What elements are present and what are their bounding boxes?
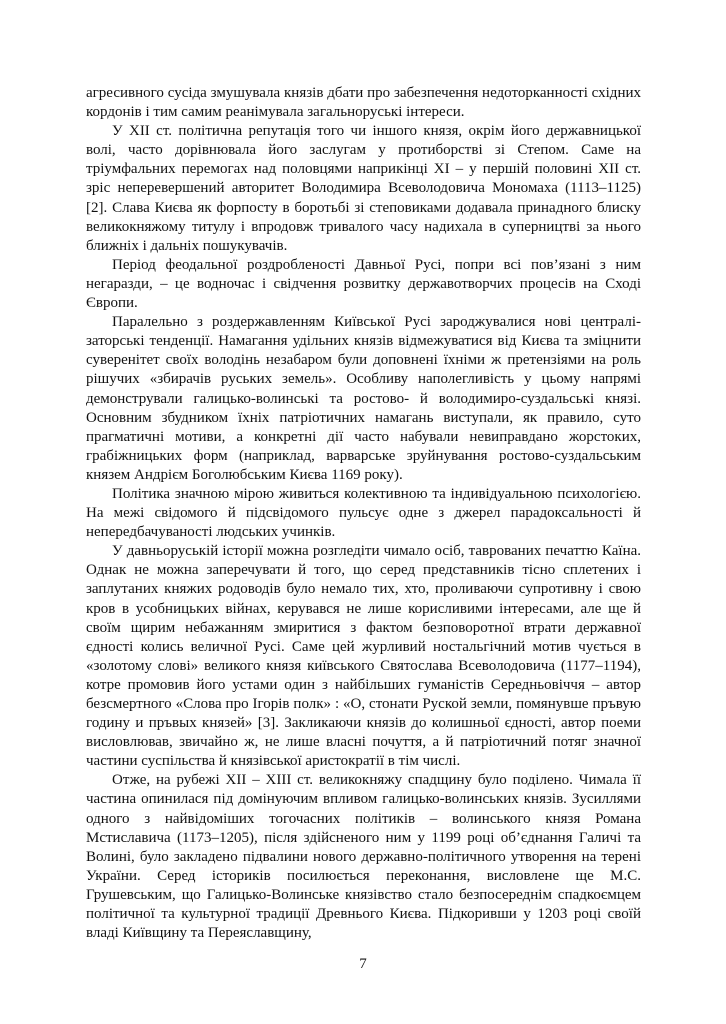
paragraph: Політика значною мірою живиться колективною та індивідуальною психологією. На межі свідомого й підсвідомого пульсує одне з джерел парадоксальності й непередбачуваності людських учинків. (86, 485, 641, 541)
paragraph: У давньоруській історії можна розгледіти чимало осіб, таврованих печаттю Каїна. Однак не можна заперечувати й того, що серед представників тісно сплетених і заплутаних княжих родоводів було немало тих, хто, проливаючи супротивну і свою кров в усобницьких війнах, керувався не лише корисливими інтересами, але ще й своїм щирим небажанням змиритися з фактом безповоротної втрати державної єдності колись величної Русі. Саме цей журливий ностальгічний мотив чується в «золотому слові» великого князя київського Святослава Всеволодовича (1177–1194), котре промовив його устами один з найбільших гуманістів Середньовіччя – автор безсмертного «Слова про Ігорів полк» : «О, стонати Руской земли, помянувше пръвую годину и пръвых князей» [3]. Закликаючи князів до колишньої єдності, автор поеми висловлював, звичайно ж, не лише власні почуття, а й патріотичний потяг значної частини суспільства й князівської аристократії в тім числі. (86, 543, 641, 770)
paragraph: Отже, на рубежі XII – XIII ст. великокняжу спадщину було поділено. Чимала її частина опинилася під домінуючим впливом галицько-волинських князів. Зусиллями одного з найвідоміших тогочасних політиків – волинського князя Романа Мстиславича (1173–1205), після здійсненого ним у 1199 році об’єднання Галичі та Волині, було закладено підвалини нового державно-політичного утворення на терені України. Серед істориків посилюється переконання, висловлене ще М.С. Грушевським, що Галицько-Волинське князівство стало безпосереднім спадкоємцем політичної та культурної традиції Древнього Києва. Підкоривши у 1203 році своїй владі Київщину та Переяславщину, (86, 772, 641, 942)
paragraph: У XII ст. політична репутація того чи іншого князя, окрім його державницької волі, часто дорівнювала його заслугам у протиборстві зі Степом. Саме на тріумфальних перемогах над половцями наприкінці XI – у першій половині XII ст. зріс неперевершений авторитет Володимира Всеволодовича Мономаха (1113–1125) [2]. Слава Києва як форпосту в боротьбі зі степовиками додавала принадного блиску великокняжому титулу і впродовж тривалого часу надихала в суперництві за нього ближніх і дальніх пошукувачів. (86, 123, 641, 254)
page-number: 7 (359, 956, 367, 972)
paragraph: Паралельно з роздержавленням Київської Русі зароджувалися нові централізаторські тенденції. Намагання удільних князів відмежуватися від Києва та зміцнити суверенітет своїх володінь незабаром були доповнені їхніми ж претензіями на роль рішучих «збирачів руських земель». Особливу наполегливість у цьому напрямі демонстрували галицько-волинські та ростово- й володимиро-суздальські князі. Основним збудником їхніх патріотичних намагань виступали, як правило, суто прагматичні мотиви, а конкретні дії часто набували невиправдано жорстоких, грабіжницьких форм (наприклад, варварське зруйнування ростово-суздальським князем Андрієм Боголюбським Києва 1169 року). (86, 314, 641, 483)
paragraph-continuation: агресивного сусіда змушувала князів дбати про забезпечення недоторканності східних кордонів і тим самим реанімувала загальноруські інтереси. (86, 85, 641, 121)
body-text (86, 84, 641, 943)
paragraph: Період феодальної роздробленості Давньої Русі, попри всі пов’язані з ним негаразди, – це водночас і свідчення розвитку державотворчих процесів на Сході Європи. (86, 256, 641, 312)
